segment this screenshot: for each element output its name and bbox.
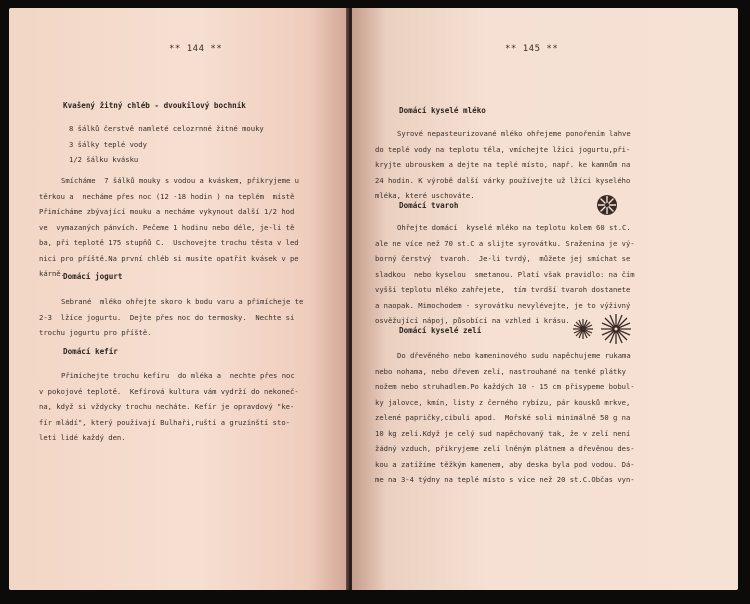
text-line: trochu jogurtu pro příště. <box>39 328 152 337</box>
text-line: Do dřevěného nebo kameninového sudu napěchujeme rukama <box>397 351 631 360</box>
heading-yogurt: Domácí jogurt <box>63 272 123 281</box>
text-line: kou a zatížíme těžkým kamenem, aby deska byla pod vodou. Dá- <box>375 459 635 469</box>
text-line: ale ne více než 70 st.C a slijte syrovátku. Sraženina je vý- <box>375 238 635 248</box>
text-line: ba, při teplotě 175 stupňů C. Uschovejte trochu těsta v led <box>39 238 299 247</box>
text-line: 10 kg zelí.Když je celý sud napěchovaný tak, že v zelí není <box>375 428 631 438</box>
ingredient-item: 1/2 šálku kvásku <box>69 155 139 164</box>
text-line: osvěžující nápoj, působící na vzhled i krásu. <box>375 316 570 325</box>
text-line: těrkou a necháme přes noc (12 -18 hodin ) na teplém místě <box>39 191 295 201</box>
text-line: na, když si vždycky trochu necháte. Kefír je opravdový "ke- <box>39 402 295 411</box>
ingredient-item: 3 šálky teplé vody <box>69 139 147 149</box>
heading-curd: Domácí tvaroh <box>399 201 459 210</box>
heading-sour-milk: Domácí kyselé mléko <box>399 106 486 115</box>
text-line: nebo nohama, nebo dřevem zelí, nastrouhané na tenké plátky <box>375 366 626 376</box>
text-line: 2-3 lžíce jogurtu. Dejte přes noc do termosky. Nechte si <box>39 312 295 322</box>
curd-instructions <box>375 220 635 329</box>
ingredients-list <box>69 121 264 168</box>
text-line: 24 hodin. K výrobě další várky používejte už lžíci kyselého <box>375 175 631 185</box>
text-line: v pokojové teplotě. Kefírová kultura vám vydrží do nekoneč- <box>39 386 299 396</box>
right-page <box>352 8 738 590</box>
text-line: Smícháme 7 šálků mouky s vodou a kváskem, přikryjeme u <box>61 176 299 185</box>
sour-milk-instructions <box>375 126 631 204</box>
heading-kefir: Domácí kefír <box>63 347 118 356</box>
text-line: kárně. <box>39 269 65 278</box>
text-line: žádný vzduch, přikryjeme zelí lněným plátnem a dřevěnou des- <box>375 444 635 453</box>
text-line: Přimícháme zbývající mouku a necháme vykynout další 1/2 hod <box>39 207 295 216</box>
text-line: vyšší teplotu mléko zahřejete, tím tvrdší tvaroh dostanete <box>375 285 631 294</box>
text-line: Sebrané mléko ohřejte skoro k bodu varu a přimícheje te <box>61 297 304 306</box>
text-line: Syrové nepasteurizované mléko ohřejeme ponořením lahve <box>397 129 631 138</box>
starburst-ornament-icon <box>600 313 632 345</box>
text-line: ve vymazaných pánvích. Pečeme 1 hodinu nebo déle, je-li tě <box>39 222 295 232</box>
text-line: nici pro příště.Na první chléb si musíte opatřit kvásek v pe <box>39 253 299 263</box>
yogurt-instructions <box>39 294 303 341</box>
sauerkraut-instructions <box>375 348 635 488</box>
text-line: mléka, které uschováte. <box>375 191 475 200</box>
text-line: ky jalovce, kmín, listy z černého rybízu, pár kousků mrkve, <box>375 397 631 407</box>
text-line: a naopak. Mimochodem - syrovátku nevylévejte, je to výživný <box>375 300 631 310</box>
page-number-right: ** 145 ** <box>505 44 559 54</box>
text-line: letí lidé každý den. <box>39 433 126 442</box>
text-line: Ohřejte domácí kyselé mléko na teplotu kolem 60 st.C. <box>397 223 631 232</box>
recipe-title-bread: Kvašený žitný chléb - dvoukilový bochník <box>63 101 246 110</box>
text-line: nožem nebo struhadlem.Po každých 10 - 15 cm přisypeme bobul- <box>375 382 635 391</box>
ingredient-item: 8 šálků čerstvě namleté celozrnné žitné mouky <box>69 124 264 133</box>
page-number-left: ** 144 ** <box>169 44 223 54</box>
left-page <box>9 8 349 590</box>
text-line: zelené papričky,cibuli apod. Mořské soli minimálně 50 g na <box>375 413 631 422</box>
text-line: Přimíchejte trochu kefíru do mléka a nechte přes noc <box>61 371 295 380</box>
text-line: sladkou nebo kyselou smetanou. Platí však pravidlo: na čím <box>375 269 635 279</box>
text-line: kryjte ubrouskem a dejte na teplé místo, např. ke kamnům na <box>375 160 631 169</box>
heading-sauerkraut: Domácí kyselé zelí <box>399 326 482 335</box>
text-line: me na 3-4 týdny na teplé místo s více než 20 st.C.Občas vyn- <box>375 475 635 484</box>
text-line: fír mládí", který používají Bulhaři,ruští a gruzínští sto- <box>39 417 290 427</box>
starburst-ornament-icon <box>572 318 594 340</box>
text-line: borný čerstvý tvaroh. Je-li tvrdý, můžete jej smíchat se <box>375 254 631 263</box>
text-line: do teplé vody na teplotu těla, vmíchejte lžíci jogurtu,při- <box>375 144 631 154</box>
flower-ornament-icon <box>595 193 619 217</box>
kefir-instructions <box>39 368 299 446</box>
bread-instructions <box>39 173 299 282</box>
